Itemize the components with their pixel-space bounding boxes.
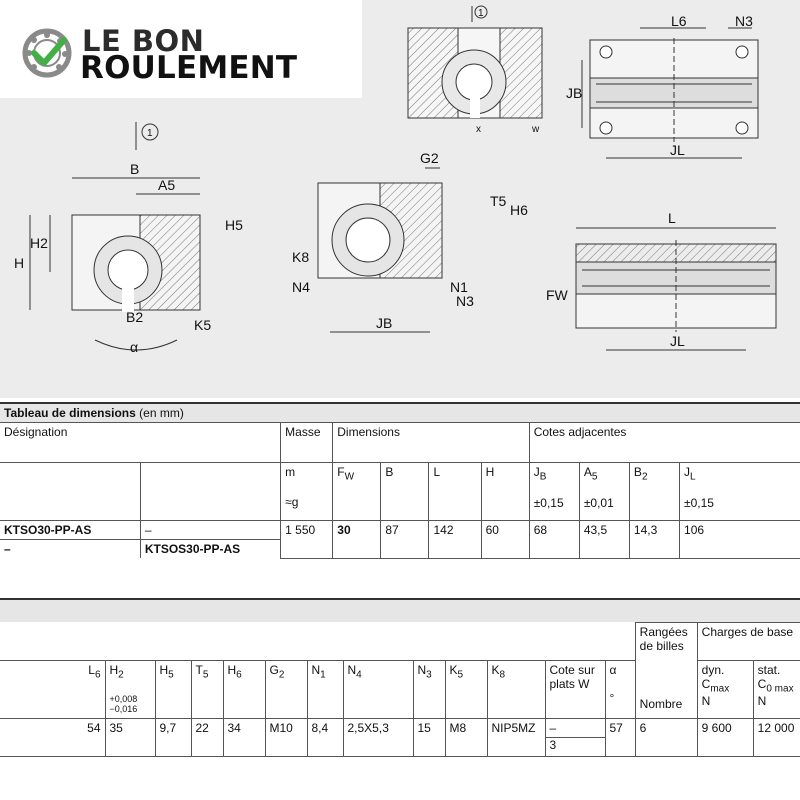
header-alpha: α ° — [605, 661, 635, 719]
label-JB-top: JB — [566, 85, 583, 101]
value-k8: NIP5MZ — [487, 719, 545, 757]
label-N1: N1 — [450, 279, 468, 295]
value-n4: 2,5X5,3 — [343, 719, 413, 757]
value-t5: 22 — [191, 719, 223, 757]
header-n4: $N_4$ — [343, 661, 413, 719]
value-h2: 35 — [105, 719, 155, 757]
label-H6: H6 — [510, 202, 528, 218]
header-m: m ≈g — [281, 463, 333, 521]
header-k8: $K_8$ — [487, 661, 545, 719]
value-l: 142 — [429, 521, 481, 559]
housing-side-view — [576, 240, 776, 332]
value-jl: 106 — [680, 521, 800, 559]
value-n3: 15 — [413, 719, 445, 757]
header-blank-2 — [140, 463, 280, 521]
header-fw: $F_W$ — [333, 463, 381, 521]
label-alpha: α — [130, 339, 139, 355]
header-b: B — [381, 463, 429, 521]
table2-band — [0, 598, 800, 622]
logo-line1: LE BON — [82, 24, 205, 58]
value-jb: 68 — [529, 521, 579, 559]
value-g2: M10 — [265, 719, 307, 757]
row2-designation-2: KTSOS30-PP-AS — [140, 540, 280, 559]
dimensions-table — [0, 402, 800, 559]
label-K5: K5 — [194, 317, 212, 333]
label-x: x — [476, 124, 481, 135]
logo-line2: ROULEMENT — [80, 50, 298, 86]
value-masse: 1 550 — [281, 521, 333, 559]
header-charges-stat: stat. $C_{0 max}$ N — [753, 661, 800, 719]
row2-designation-1: – — [0, 540, 140, 559]
value-h6: 34 — [223, 719, 265, 757]
header-charges: Charges de base — [697, 623, 800, 661]
label-N4: N4 — [292, 279, 310, 295]
label-B: B — [130, 161, 140, 177]
header-a5: $A_5$ ±0,01 — [579, 463, 629, 521]
label-JL: JL — [670, 333, 685, 349]
value-nombre: Nombre 6 — [635, 719, 697, 757]
header-designation: Désignation — [0, 423, 281, 463]
value-fw: 30 — [333, 521, 381, 559]
value-cote: – 3 — [545, 719, 605, 757]
header-masse: Masse — [281, 423, 333, 463]
label-H5: H5 — [225, 217, 243, 233]
header-t5: $T_5$ — [191, 661, 223, 719]
header-h: H — [481, 463, 529, 521]
value-h5: 9,7 — [155, 719, 191, 757]
value-dyn: 9 600 — [697, 719, 753, 757]
value-k5: M8 — [445, 719, 487, 757]
label-A5: A5 — [158, 177, 176, 193]
label-H: H — [14, 255, 25, 271]
label-G2: G2 — [420, 150, 439, 166]
value-b: 87 — [381, 521, 429, 559]
label-JB: JB — [376, 315, 393, 331]
header-n3: $N_3$ — [413, 661, 445, 719]
row1-designation-2: – — [140, 521, 280, 540]
header-g2: $G_2$ — [265, 661, 307, 719]
housing-section-view — [318, 183, 442, 278]
label-circle-top: 1 — [478, 8, 484, 19]
label-T5: T5 — [490, 193, 507, 209]
housing-top-view — [408, 28, 542, 118]
value-stat: 12 000 — [753, 719, 800, 757]
header-k5: $K_5$ — [445, 661, 487, 719]
header-cote: Cote sur plats W — [545, 661, 605, 719]
label-K8: K8 — [292, 249, 310, 265]
label-JL-top: JL — [670, 142, 685, 158]
housing-top-right-view — [590, 38, 758, 142]
value-b2: 14,3 — [629, 521, 679, 559]
label-L: L — [668, 210, 676, 226]
label-FW: FW — [546, 287, 568, 303]
header-l: L — [429, 463, 481, 521]
additional-dimensions-table — [0, 622, 800, 757]
value-h: 60 — [481, 521, 529, 559]
header-cotes: Cotes adjacentes — [529, 423, 800, 463]
header-h5: $H_5$ — [155, 661, 191, 719]
label-N3-top: N3 — [735, 13, 753, 29]
value-a5: 43,5 — [579, 521, 629, 559]
label-w: w — [532, 124, 540, 135]
header-b2: $B_2$ — [629, 463, 679, 521]
header-rangees: Rangées de billes — [635, 623, 697, 719]
header-dimensions: Dimensions — [333, 423, 529, 463]
header-jb: $J_B$ ±0,15 — [529, 463, 579, 521]
label-L6: L6 — [671, 13, 687, 29]
technical-drawing — [0, 0, 800, 398]
header-charges-dyn: dyn. $C_{max}$ N — [697, 661, 753, 719]
value-alpha: 57 — [605, 719, 635, 757]
housing-front-view — [72, 215, 200, 312]
label-circle-left: 1 — [147, 128, 153, 139]
label-H2: H2 — [30, 235, 48, 251]
label-B2: B2 — [126, 309, 144, 325]
value-l6: 54 — [0, 719, 105, 757]
header-h2: $H_2$ +0,008 −0,016 — [105, 661, 155, 719]
table-title-unit: (en mm) — [135, 406, 184, 420]
header-n1: $N_1$ — [307, 661, 343, 719]
table-title: Tableau de dimensions — [4, 406, 136, 420]
value-n1: 8,4 — [307, 719, 343, 757]
label-N3: N3 — [456, 293, 474, 309]
header-h6: $H_6$ — [223, 661, 265, 719]
header-l6: $L_6$ — [0, 661, 105, 719]
header-jl: $J_L$ ±0,15 — [680, 463, 800, 521]
header-blank-1 — [0, 463, 140, 521]
row1-designation-1: KTSO30-PP-AS — [0, 521, 140, 540]
